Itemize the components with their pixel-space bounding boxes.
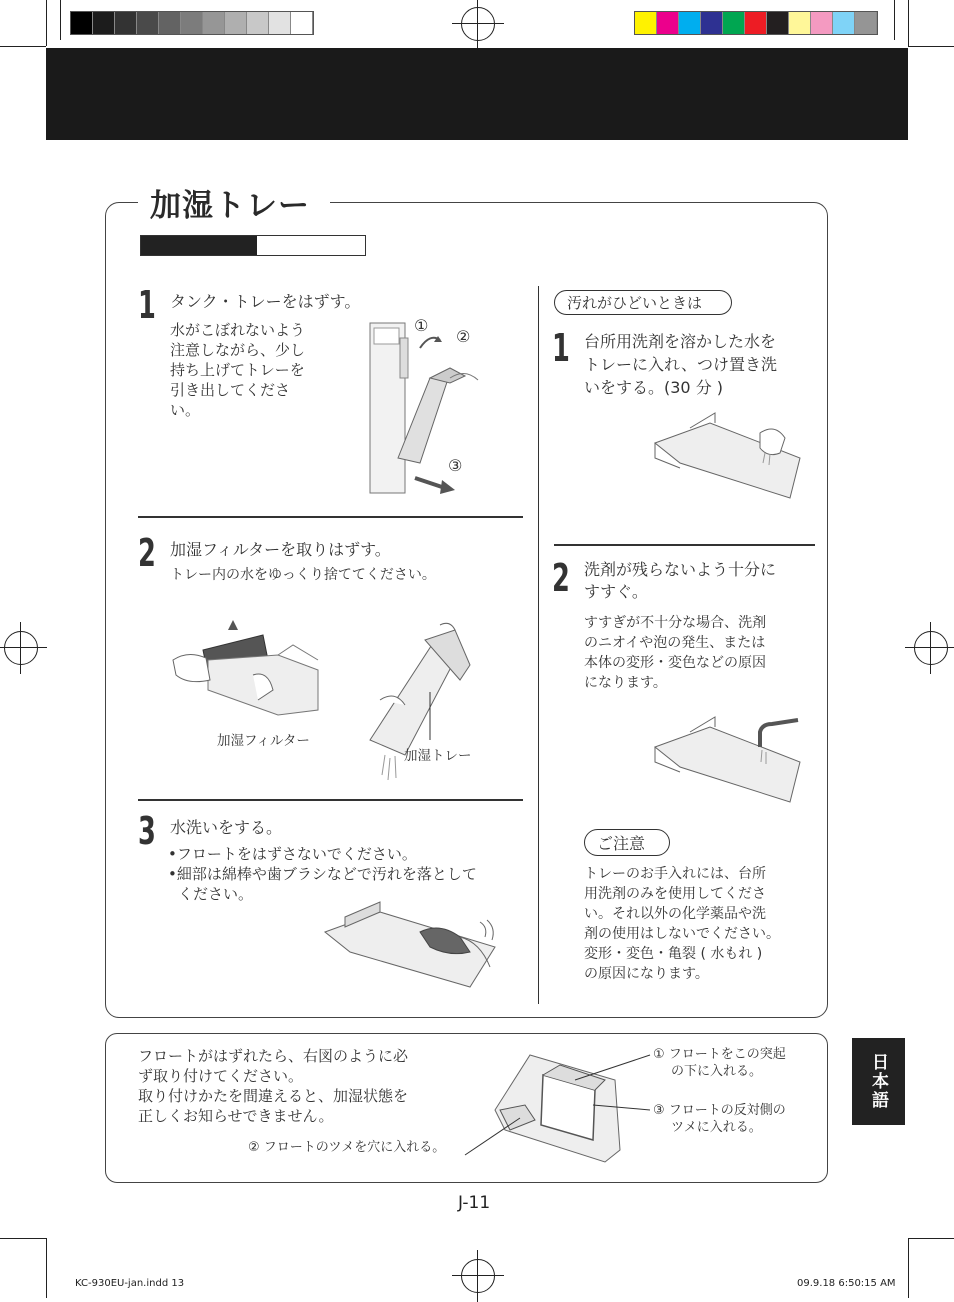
callout-line: ① フロートをこの突起 [653,1047,786,1062]
registration-mark-top [461,7,495,41]
color-swatch [635,12,657,34]
caution-line: 用洗剤のみを使用してくださ [584,886,766,902]
bullet-item: •細部は綿棒や歯ブラシなどで汚れを落として [168,865,477,883]
soak-tray-illustration [650,408,805,503]
color-swatch [723,12,745,34]
page-number: J-11 [458,1193,491,1213]
body-line: 水がこぼれないよう [170,321,306,339]
crop-mark [0,46,46,47]
crop-mark [894,0,895,40]
step-number: 1 [138,283,156,327]
footer-file-info: KC-930EU-jan.indd 13 [75,1278,185,1289]
step-title: 加湿フィルターを取りはずす。 [170,540,391,559]
crop-mark [46,0,47,46]
caution-line: い。それ以外の化学薬品や洗 [584,906,766,922]
title-line: 洗剤が残らないよう十分に [584,560,777,579]
step-number: 2 [552,556,570,600]
progress-tab-bar [140,235,366,256]
step-number: 1 [552,326,570,370]
gray-swatch-strip [70,11,314,35]
progress-tab-fill [141,236,257,255]
body-line: になります。 [584,675,667,691]
bullet-item: •フロートをはずさないでください。 [168,845,417,863]
note-line: 取り付けかたを間違えると、加湿状態を [138,1087,409,1105]
color-swatch [225,12,247,34]
step-body [170,320,305,420]
body-line: い。 [170,401,201,419]
step-number: 3 [138,809,156,853]
callout-2: ② フロートのツメを穴に入れる。 [248,1140,446,1155]
step-body [584,613,766,693]
language-tab [852,1038,905,1125]
body-line: のニオイや泡の発生、または [584,635,766,651]
caution-pill: ご注意 [584,829,670,856]
step-title: タンク・トレーをはずす。 [170,292,361,311]
marker-2: ② [456,327,471,346]
bullet-item: ください。 [178,885,254,903]
color-swatch [291,12,313,34]
note-line: ず取り付けてください。 [138,1067,304,1085]
crop-mark [908,1238,954,1239]
color-swatch [745,12,767,34]
divider [138,516,523,518]
filter-removal-illustration [168,620,328,725]
color-swatch [115,12,137,34]
caution-text [584,864,780,984]
step-title [584,330,777,399]
color-swatch [811,12,833,34]
header-bar [46,48,908,140]
crop-mark [46,1238,47,1298]
heavy-dirt-pill: 汚れがひどいときは [554,290,732,315]
color-swatch-strip [634,11,878,35]
callout-line: の下に入れる。 [671,1064,763,1079]
filter-label: 加湿フィルター [217,733,310,749]
registration-mark-bottom [461,1259,495,1293]
column-divider [538,286,539,1004]
crop-mark [908,1238,909,1298]
body-line: 持ち上げてトレーを [170,361,305,379]
body-line: 本体の変形・変色などの原因 [584,655,766,671]
title-line: 台所用洗剤を溶かした水を [584,332,777,351]
caution-line: の原因になります。 [584,966,709,982]
title-line: いをする。(30 分 ) [584,378,724,397]
step-title: 水洗いをする。 [170,818,283,837]
footer-timestamp: 09.9.18 6:50:15 AM [797,1278,896,1289]
color-swatch [855,12,877,34]
color-swatch [247,12,269,34]
title-line: トレーに入れ、つけ置き洗 [584,355,777,374]
crop-mark [60,0,61,40]
washing-tray-illustration [320,892,500,992]
divider [138,799,523,801]
caution-line: 剤の使用はしないでください。 [584,926,780,942]
section-title: 加湿トレー [150,188,310,224]
body-line: 引き出してくださ [170,381,291,399]
callout-1 [653,1046,786,1080]
callout-line: ツメに入れる。 [671,1120,762,1135]
crop-mark [0,1238,46,1239]
step-body: トレー内の水をゆっくり捨ててください。 [170,567,436,583]
color-swatch [269,12,291,34]
caution-line: トレーのお手入れには、台所 [584,866,766,882]
callout-line: ③ フロートの反対側の [653,1103,786,1118]
rinse-tray-illustration [650,712,805,807]
color-swatch [137,12,159,34]
tank-tray-illustration [360,318,510,498]
step-title [584,559,776,603]
body-line: 注意しながら、少し [170,341,306,359]
title-line: すすぐ。 [584,582,648,601]
color-swatch [833,12,855,34]
language-tab-label: 日本語 [868,1053,888,1110]
marker-3: ③ [448,456,463,475]
registration-mark-left [4,631,38,665]
color-swatch [789,12,811,34]
crop-mark [908,46,954,47]
caution-line: 変形・変色・亀裂 ( 水もれ ) [584,946,763,962]
body-line: すすぎが不十分な場合、洗剤 [584,615,767,631]
note-line: フロートがはずれたら、右図のように必 [138,1047,409,1065]
tray-label: 加湿トレー [404,748,472,764]
registration-mark-right [914,631,948,665]
crop-mark [908,0,909,46]
callout-3 [653,1102,786,1136]
divider [554,544,815,546]
color-swatch [679,12,701,34]
color-swatch [767,12,789,34]
float-note-text [138,1046,408,1126]
color-swatch [181,12,203,34]
color-swatch [159,12,181,34]
float-illustration [465,1050,655,1165]
color-swatch [93,12,115,34]
note-line: 正しくお知らせできません。 [138,1107,334,1125]
marker-1: ① [414,316,429,335]
color-swatch [203,12,225,34]
color-swatch [657,12,679,34]
color-swatch [701,12,723,34]
color-swatch [71,12,93,34]
step-number: 2 [138,531,156,575]
